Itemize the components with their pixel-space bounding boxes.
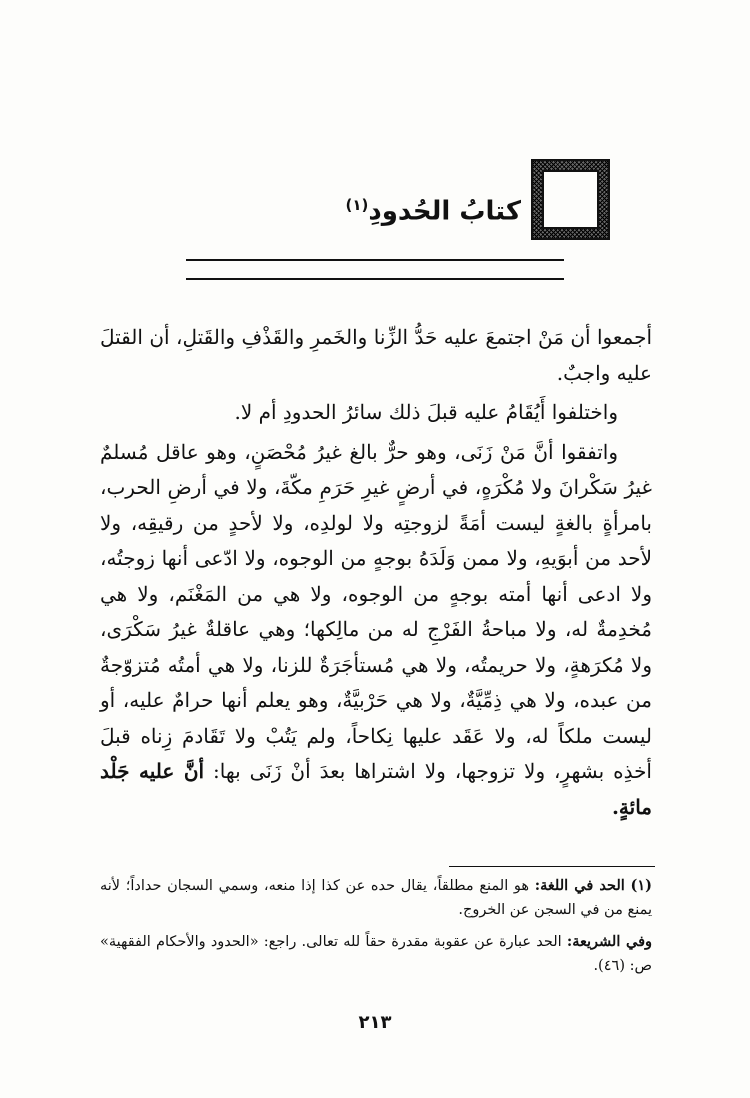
footnotes <box>100 874 652 978</box>
paragraph-3-conclusion: أنَّ عليه جَلْد مائةٍ. <box>100 759 652 819</box>
paragraph-3 <box>100 435 652 826</box>
footnote-1-number: (١) <box>630 877 653 894</box>
title-rule-bottom <box>186 278 564 280</box>
chapter-title <box>290 196 521 227</box>
footnote-2-text: الحد عبارة عن عقوبة مقدرة حقاً لله تعالى. راجع: «الحدود والأحكام الفقهية» ص: (٤٦). <box>100 934 652 974</box>
footnote-2 <box>100 930 652 978</box>
chapter-ornament-box <box>531 159 610 240</box>
title-rule-top <box>186 259 564 261</box>
main-text <box>100 320 652 825</box>
chapter-title-text: كتابُ الحُدودِ <box>368 196 521 227</box>
chapter-ornament-inner <box>542 170 599 229</box>
footnote-1-label: الحد في اللغة: <box>534 877 625 894</box>
chapter-title-footnote-ref: (١) <box>345 196 369 214</box>
paragraph-2: واختلفوا أَيُقَامُ عليه قبلَ ذلك سائرُ الحدودِ أم لا. <box>234 400 618 424</box>
paragraph-1: أجمعوا أن مَنْ اجتمعَ عليه حَدُّ الزِّنا والخَمرِ والقَذْفِ والقَتلِ، أن القتلَ عليه واجبٌ. <box>100 325 652 385</box>
footnote-separator <box>449 866 655 867</box>
page-number: ٢١٣ <box>358 1012 392 1033</box>
paragraph-3-text: واتفقوا أنَّ مَنْ زَنَى، وهو حرٌّ بالغ غيرُ مُحْصَنٍ، وهو عاقل مُسلمٌ غيرُ سَكْرانَ ولا مُكْرَهٍ، في أرضٍ غيرِ حَرَمِ مكّةَ، ولا في أرضِ الحرب، بامرأةٍ بالغةٍ ليست أمَةً لزوجتِه ولا لولدِه، ولا لأحدٍ من رقيقِه، ولا لأحد من أبوَيهِ، ولا ممن وَلَدَهُ بوجهٍ من الوجوه، ولا ادّعى أنها زوجتُه، ولا ادعى أنها أمته بوجهٍ من الوجوه، ولا هي من المَغْنَم، ولا هي مُخدِمةٌ له، ولا مباحةُ الفَرْجِ له من مالِكها؛ وهي عاقلةٌ غيرُ سَكْرَى، ولا مُكرَهةٍ، ولا حريمتُه، ولا هي مُستأجَرَةٌ للزنا، ولا هي أمتُه مُتزوّجةٌ من عبده، ولا هي ذِمِّيَّةٌ، ولا هي حَرْبيَّةٌ، وهو يعلم أنها حرامٌ عليه، أو ليست ملكاً له، ولا عَقَد عليها نِكاحاً، ولم يَتُبْ ولا تَقَادمَ زِناه قبلَ أخذِه بشهرٍ، ولا تزوجها، ولا اشتراها بعدَ أنْ زَنَى بها: <box>100 439 652 783</box>
footnote-1-text: هو المنع مطلقاً، يقال حده عن كذا إذا منعه، وسمي السجان حداداً؛ لأنه يمنع من في السجن عن الخروج. <box>100 878 652 918</box>
footnote-2-label: وفي الشريعة: <box>566 933 653 950</box>
footnote-1 <box>100 874 652 922</box>
